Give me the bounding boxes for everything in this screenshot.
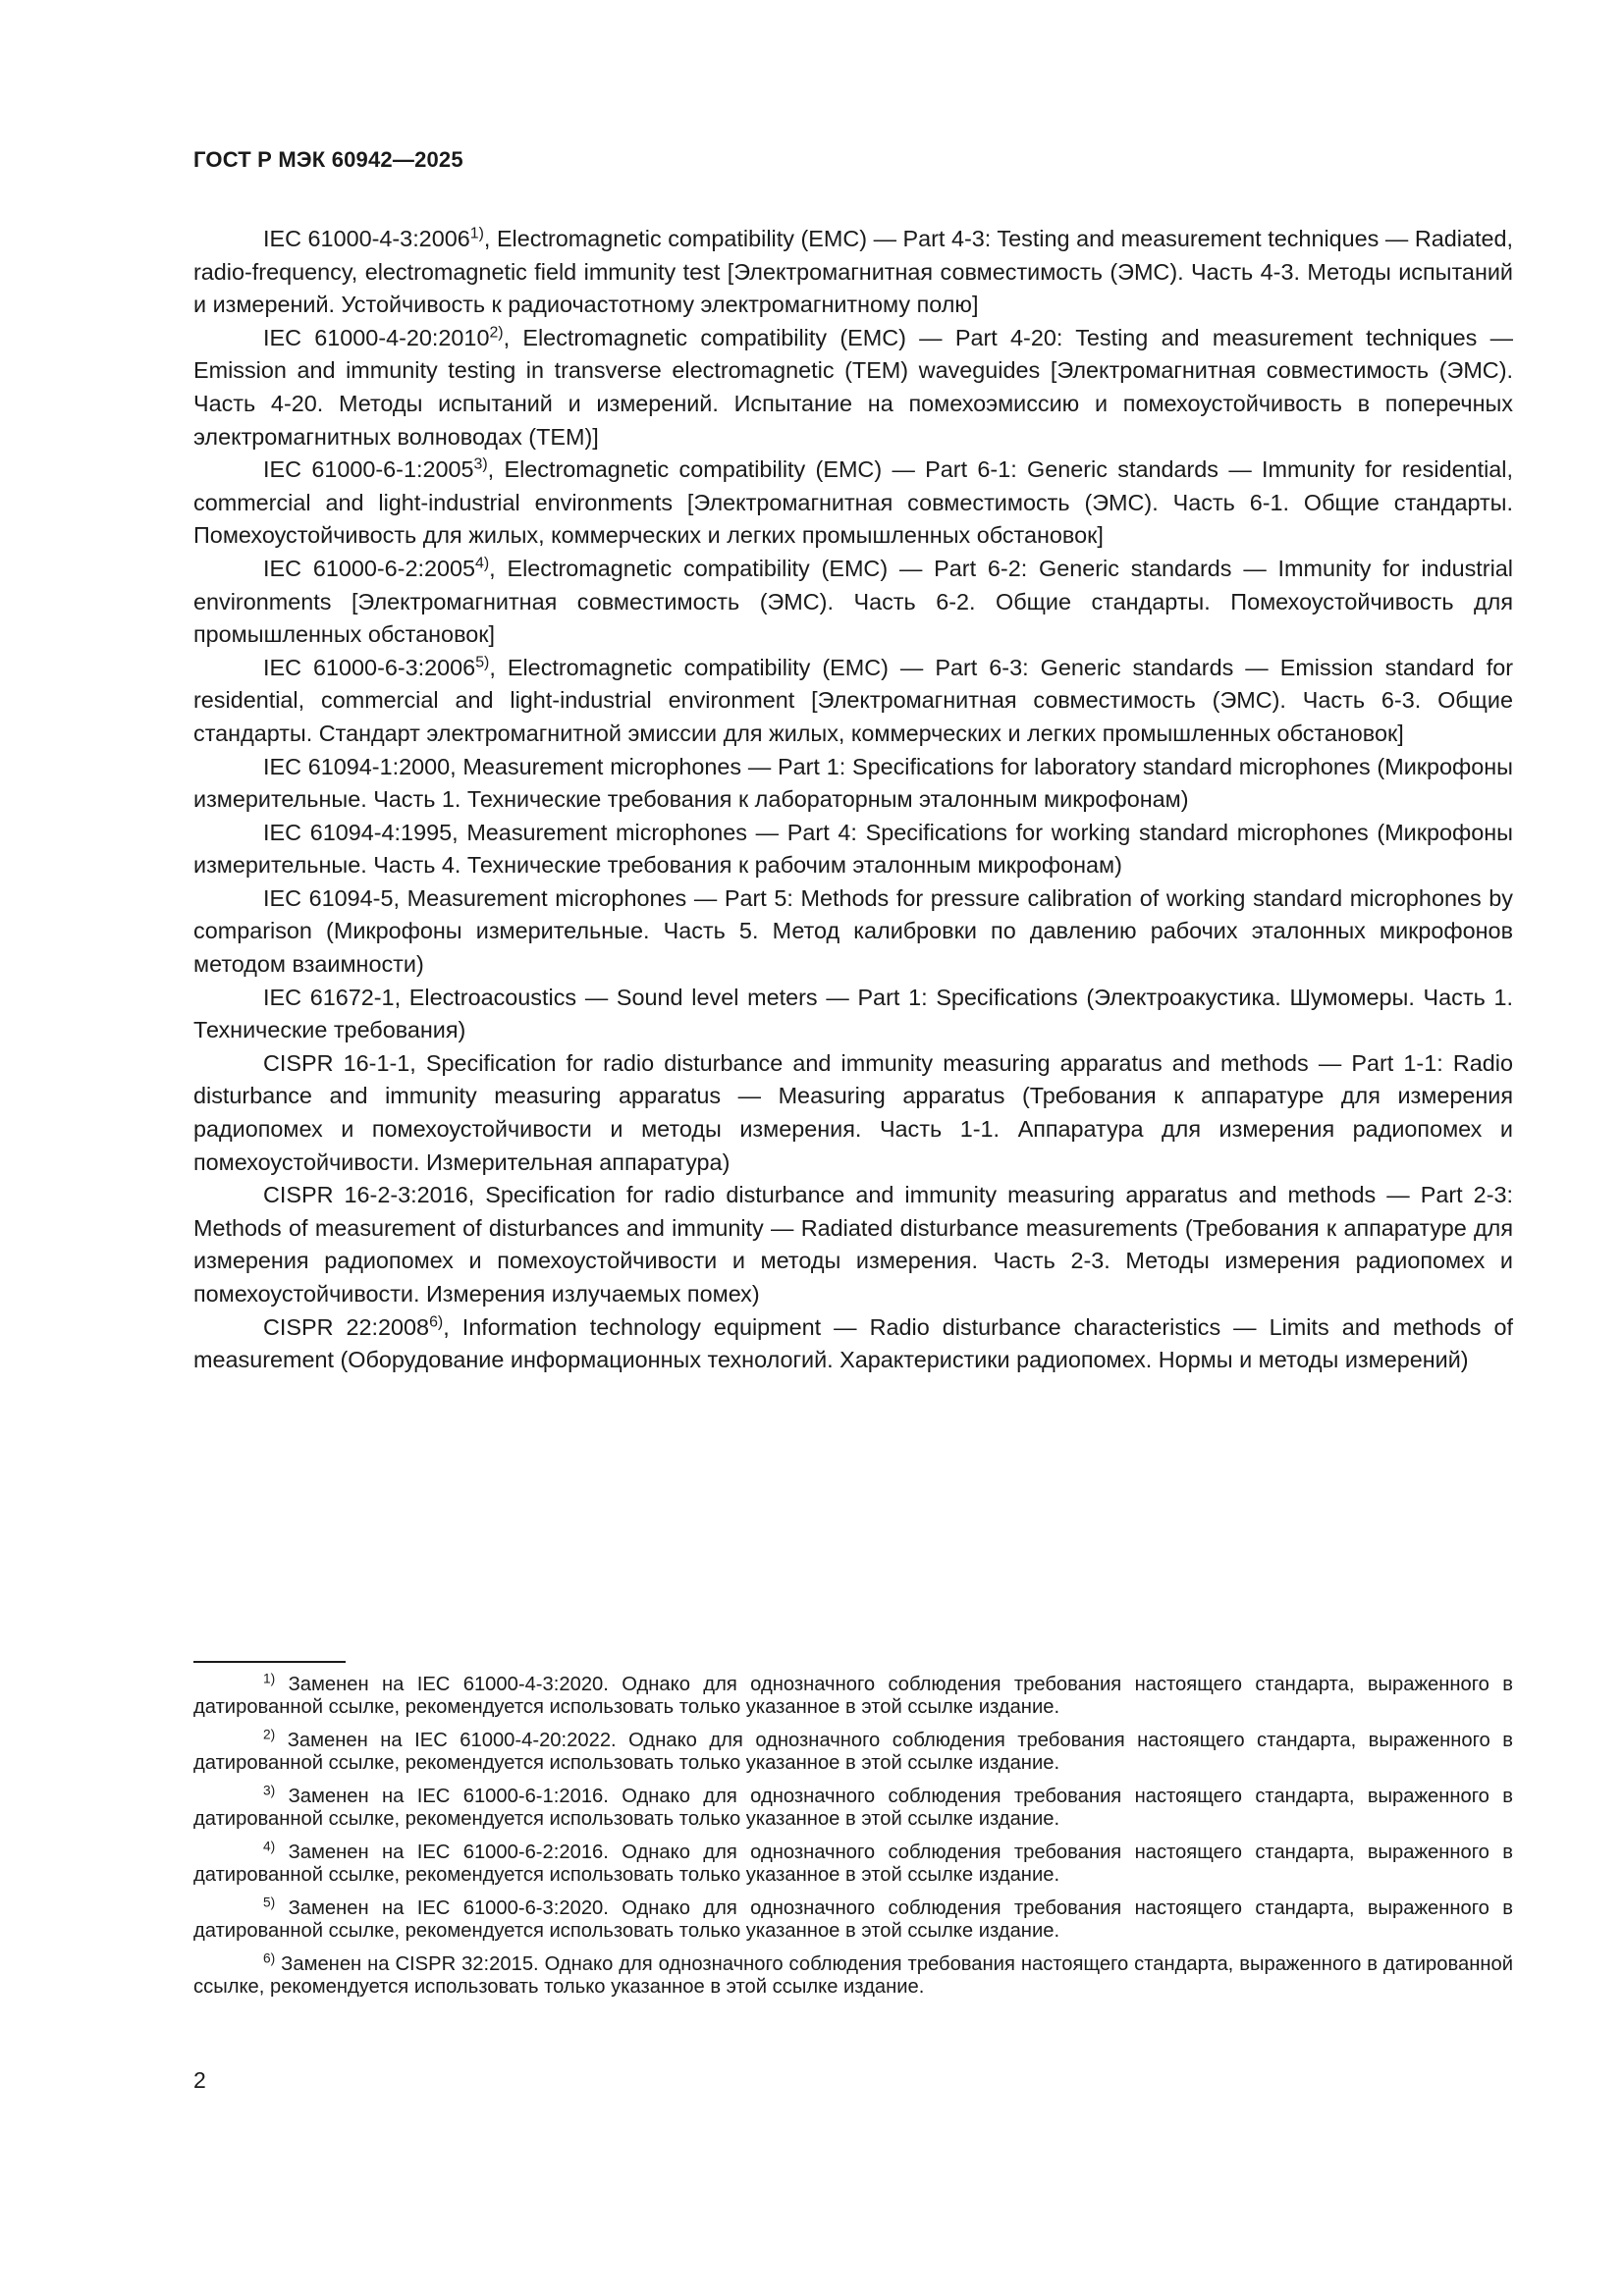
- footnote-mark: 1): [263, 1671, 276, 1686]
- page-number: 2: [193, 2067, 206, 2093]
- footnote-text: Заменен на CISPR 32:2015. Однако для однозначного соблюдения требования настоящего стандарта, выраженного в датированной ссылке, рекомендуется использовать только указанное в этой ссылке издание.: [193, 1953, 1513, 1999]
- reference-text: , Electromagnetic compatibility (EMC) — Part 6-1: Generic standards — Immunity for residential, commercial and light-industrial environments [Электромагнитная совместимость (ЭМС). Часть 6-1. Общие стандарты. Помехоустойчивость для жилых, коммерческих и легких промышленных обстановок]: [193, 456, 1513, 549]
- reference-item: [193, 322, 1513, 454]
- footnote-text: Заменен на IEC 61000-6-1:2016. Однако для однозначного соблюдения требования настоящего стандарта, выраженного в датированной ссылке, рекомендуется использовать только указанное в этой ссылке издание.: [193, 1786, 1513, 1831]
- footnote-ref[interactable]: 5): [475, 653, 490, 670]
- reference-text: , Electromagnetic compatibility (EMC) — Part 4-20: Testing and measurement techniques — Emission and immunity testing in transverse electromagnetic (TEM) waveguides [Электромагнитная совместимость (ЭМС). Часть 4-20. Методы испытаний и измерений. Испытание на помехоэмиссию и помехоустойчивость в поперечных электромагнитных волноводах (TEM)]: [193, 324, 1513, 450]
- reference-id: IEC 61094-5: [263, 884, 394, 911]
- reference-item: [193, 751, 1513, 817]
- reference-id: IEC 61000-6-2:2005: [263, 555, 475, 581]
- footnote: [193, 1783, 1513, 1831]
- footnote-mark: 6): [263, 1950, 276, 1966]
- footnote-text: Заменен на IEC 61000-4-20:2022. Однако для однозначного соблюдения требования настоящего стандарта, выраженного в датированной ссылке, рекомендуется использовать только указанное в этой ссылке издание.: [193, 1730, 1513, 1775]
- reference-text: , Specification for radio disturbance and immunity measuring apparatus and methods — Part 1-1: Radio disturbance and immunity measuring apparatus — Measuring apparatus (Требования к аппаратуре для измерения радиопомех и помехоустойчивости и методы измерения. Часть 1-1. Аппаратура для измерения радиопомех и помехоустойчивости. Измерительная аппаратура): [193, 1049, 1513, 1175]
- reference-text: , Electromagnetic compatibility (EMC) — Part 6-3: Generic standards — Emission standard for residential, commercial and light-industrial environment [Электромагнитная совместимость (ЭМС). Часть 6-3. Общие стандарты. Стандарт электромагнитной эмиссии для жилых, коммерческих и легких промышленных обстановок]: [193, 654, 1513, 746]
- reference-id: IEC 61000-6-3:2006: [263, 654, 476, 680]
- reference-text: , Electromagnetic compatibility (EMC) — Part 6-2: Generic standards — Immunity for industrial environments [Электромагнитная совместимость (ЭМС). Часть 6-2. Общие стандарты. Помехоустойчивость для промышленных обстановок]: [193, 555, 1513, 648]
- reference-text: , Measurement microphones — Part 1: Specifications for laboratory standard microphones (Микрофоны измерительные. Часть 1. Технические требования к лабораторным эталонным микрофонам): [193, 753, 1513, 813]
- reference-item: [193, 817, 1513, 882]
- footnote-ref[interactable]: 3): [473, 455, 488, 473]
- reference-text: , Electromagnetic compatibility (EMC) — Part 4-3: Testing and measurement techniques — Radiated, radio-frequency, electromagnetic field immunity test [Электромагнитная совместимость (ЭМС). Часть 4-3. Методы испытаний и измерений. Устойчивость к радиочастотному электромагнитному полю]: [193, 226, 1513, 318]
- footnote-ref[interactable]: 4): [475, 555, 490, 572]
- reference-item: [193, 454, 1513, 553]
- reference-item: [193, 223, 1513, 322]
- footnote: [193, 1897, 1513, 1943]
- reference-id: IEC 61000-4-20:2010: [263, 324, 490, 350]
- footnote-mark: 5): [263, 1895, 276, 1910]
- footnote-text: Заменен на IEC 61000-6-3:2020. Однако для однозначного соблюдения требования настоящего стандарта, выраженного в датированной ссылке, рекомендуется использовать только указанное в этой ссылке издание.: [193, 1897, 1513, 1943]
- reference-item: [193, 882, 1513, 982]
- reference-text: , Measurement microphones — Part 5: Methods for pressure calibration of working standard microphones by comparison (Микрофоны измерительные. Часть 5. Метод калибровки по давлению рабочих эталонных микрофонов методом взаимности): [193, 884, 1514, 978]
- footnote-mark: 3): [263, 1783, 276, 1798]
- reference-id: IEC 61000-4-3:2006: [263, 226, 470, 251]
- footnotes: [193, 1671, 1513, 2009]
- reference-text: , Information technology equipment — Radio disturbance characteristics — Limits and methods of measurement (Оборудование информационных технологий. Характеристики радиопомех. Нормы и методы измерений): [193, 1313, 1513, 1373]
- footnote-mark: 2): [263, 1727, 276, 1742]
- reference-item: [193, 553, 1513, 652]
- footnote-mark: 4): [263, 1839, 276, 1854]
- reference-id: CISPR 16-2-3:2016: [263, 1182, 468, 1208]
- footnote: [193, 1727, 1513, 1775]
- footnote: [193, 1671, 1513, 1719]
- footnote-text: Заменен на IEC 61000-6-2:2016. Однако для однозначного соблюдения требования настоящего стандарта, выраженного в датированной ссылке, рекомендуется использовать только указанное в этой ссылке издание.: [193, 1842, 1513, 1887]
- reference-id: IEC 61094-1:2000: [263, 753, 451, 779]
- reference-item: [193, 652, 1513, 751]
- reference-id: IEC 61672-1: [263, 984, 395, 1010]
- reference-text: , Electroacoustics — Sound level meters — Part 1: Specifications (Электроакустика. Шумомеры. Часть 1. Технические требования): [193, 984, 1513, 1043]
- footnote-ref[interactable]: 2): [489, 324, 504, 342]
- reference-item: [193, 982, 1513, 1047]
- footnote: [193, 1839, 1513, 1887]
- footnote-text: Заменен на IEC 61000-4-3:2020. Однако для однозначного соблюдения требования настоящего стандарта, выраженного в датированной ссылке, рекомендуется использовать только указанное в этой ссылке издание.: [193, 1674, 1513, 1719]
- reference-item: [193, 1047, 1513, 1179]
- reference-id: CISPR 16-1-1: [263, 1049, 410, 1076]
- reference-item: [193, 1311, 1513, 1377]
- normative-references-list: [193, 223, 1513, 1377]
- reference-id: IEC 61000-6-1:2005: [263, 456, 474, 483]
- footnote-separator: [193, 1661, 346, 1663]
- footnote-ref[interactable]: 1): [469, 225, 484, 242]
- footnote: [193, 1950, 1513, 1999]
- reference-id: CISPR 22:2008: [263, 1313, 430, 1340]
- reference-item: [193, 1179, 1513, 1310]
- reference-text: , Specification for radio disturbance and immunity measuring apparatus and methods — Part 2-3: Methods of measurement of disturbances and immunity — Radiated disturbance measurements (Требования к аппаратуре для измерения радиопомех и помехоустойчивости и методы измерения. Часть 2-3. Методы измерения радиопомех и помехоустойчивости. Измерения излучаемых помех): [193, 1182, 1513, 1307]
- footnote-ref[interactable]: 6): [429, 1312, 444, 1330]
- reference-text: , Measurement microphones — Part 4: Specifications for working standard microphones (Микрофоны измерительные. Часть 4. Технические требования к рабочим эталонным микрофонам): [193, 819, 1513, 879]
- document-header-title: ГОСТ Р МЭК 60942—2025: [193, 147, 463, 172]
- reference-id: IEC 61094-4:1995: [263, 819, 453, 845]
